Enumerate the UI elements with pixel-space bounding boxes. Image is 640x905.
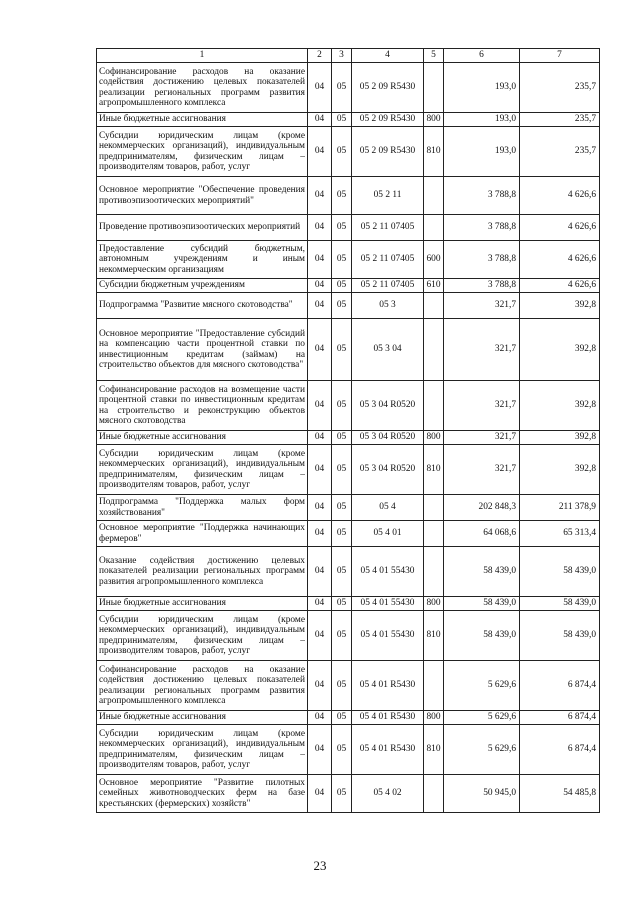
row-expense-type bbox=[424, 63, 444, 113]
row-amount-year2: 235,7 bbox=[520, 127, 600, 177]
table-row bbox=[97, 445, 600, 495]
row-amount-year2: 211 378,9 bbox=[520, 495, 600, 521]
table-row bbox=[97, 611, 600, 661]
row-amount-year1: 50 945,0 bbox=[444, 775, 520, 813]
row-section: 04 bbox=[308, 611, 332, 661]
row-subsection: 05 bbox=[332, 63, 352, 113]
table-row bbox=[97, 241, 600, 279]
row-target-article: 05 4 01 55430 bbox=[352, 597, 424, 611]
row-name: Иные бюджетные ассигнования bbox=[97, 711, 308, 725]
header-cell-5: 5 bbox=[424, 49, 444, 63]
row-section: 04 bbox=[308, 113, 332, 127]
row-section: 04 bbox=[308, 177, 332, 215]
row-amount-year1: 5 629,6 bbox=[444, 661, 520, 711]
row-amount-year2: 58 439,0 bbox=[520, 611, 600, 661]
row-target-article: 05 4 bbox=[352, 495, 424, 521]
row-expense-type bbox=[424, 521, 444, 547]
row-name: Основное мероприятие "Поддержка начинающих фермеров" bbox=[97, 521, 308, 547]
row-amount-year2: 4 626,6 bbox=[520, 241, 600, 279]
row-name: Субсидии юридическим лицам (кроме некоммерческих организаций), индивидуальным предпринимателям, физическим лицам – производителям товаров, работ, услуг bbox=[97, 127, 308, 177]
table-row bbox=[97, 319, 600, 381]
row-subsection: 05 bbox=[332, 127, 352, 177]
row-expense-type: 600 bbox=[424, 241, 444, 279]
row-target-article: 05 3 04 bbox=[352, 319, 424, 381]
row-amount-year2: 235,7 bbox=[520, 63, 600, 113]
table-row bbox=[97, 293, 600, 319]
table-row bbox=[97, 495, 600, 521]
table-row bbox=[97, 177, 600, 215]
row-subsection: 05 bbox=[332, 725, 352, 775]
header-cell-2: 2 bbox=[308, 49, 332, 63]
row-amount-year2: 392,8 bbox=[520, 431, 600, 445]
row-amount-year1: 58 439,0 bbox=[444, 611, 520, 661]
row-target-article: 05 2 11 07405 bbox=[352, 215, 424, 241]
row-name: Иные бюджетные ассигнования bbox=[97, 113, 308, 127]
row-target-article: 05 3 04 R0520 bbox=[352, 445, 424, 495]
header-cell-1: 1 bbox=[97, 49, 308, 63]
row-target-article: 05 3 04 R0520 bbox=[352, 431, 424, 445]
row-target-article: 05 3 bbox=[352, 293, 424, 319]
row-section: 04 bbox=[308, 215, 332, 241]
table-row bbox=[97, 547, 600, 597]
row-expense-type: 800 bbox=[424, 431, 444, 445]
row-amount-year2: 392,8 bbox=[520, 381, 600, 431]
row-amount-year2: 6 874,4 bbox=[520, 725, 600, 775]
table-row bbox=[97, 215, 600, 241]
table-row bbox=[97, 725, 600, 775]
table-row bbox=[97, 521, 600, 547]
row-expense-type bbox=[424, 495, 444, 521]
row-target-article: 05 2 11 07405 bbox=[352, 241, 424, 279]
row-expense-type: 810 bbox=[424, 127, 444, 177]
row-section: 04 bbox=[308, 711, 332, 725]
row-section: 04 bbox=[308, 279, 332, 293]
table-row bbox=[97, 711, 600, 725]
row-name: Оказание содействия достижению целевых показателей реализации региональных программ развития агропромышленного комплекса bbox=[97, 547, 308, 597]
row-name: Предоставление субсидий бюджетным, автономным учреждениям и иным некоммерческим организациям bbox=[97, 241, 308, 279]
row-subsection: 05 bbox=[332, 597, 352, 611]
row-section: 04 bbox=[308, 661, 332, 711]
row-subsection: 05 bbox=[332, 177, 352, 215]
row-target-article: 05 3 04 R0520 bbox=[352, 381, 424, 431]
row-amount-year1: 321,7 bbox=[444, 431, 520, 445]
row-subsection: 05 bbox=[332, 241, 352, 279]
row-subsection: 05 bbox=[332, 445, 352, 495]
row-expense-type: 810 bbox=[424, 725, 444, 775]
row-section: 04 bbox=[308, 319, 332, 381]
table-row bbox=[97, 279, 600, 293]
row-subsection: 05 bbox=[332, 215, 352, 241]
row-amount-year1: 3 788,8 bbox=[444, 177, 520, 215]
row-amount-year1: 193,0 bbox=[444, 63, 520, 113]
row-section: 04 bbox=[308, 775, 332, 813]
row-target-article: 05 4 01 55430 bbox=[352, 611, 424, 661]
row-name: Софинансирование расходов на оказание содействия достижению целевых показателей реализации региональных программ развития агропромышленного комплекса bbox=[97, 63, 308, 113]
row-expense-type bbox=[424, 177, 444, 215]
row-amount-year1: 193,0 bbox=[444, 113, 520, 127]
row-section: 04 bbox=[308, 597, 332, 611]
row-subsection: 05 bbox=[332, 293, 352, 319]
row-subsection: 05 bbox=[332, 381, 352, 431]
table-row bbox=[97, 431, 600, 445]
row-amount-year1: 58 439,0 bbox=[444, 597, 520, 611]
row-amount-year1: 321,7 bbox=[444, 445, 520, 495]
row-amount-year2: 392,8 bbox=[520, 293, 600, 319]
row-target-article: 05 2 09 R5430 bbox=[352, 113, 424, 127]
row-subsection: 05 bbox=[332, 711, 352, 725]
row-subsection: 05 bbox=[332, 611, 352, 661]
row-subsection: 05 bbox=[332, 547, 352, 597]
row-subsection: 05 bbox=[332, 495, 352, 521]
row-amount-year2: 392,8 bbox=[520, 319, 600, 381]
row-amount-year1: 321,7 bbox=[444, 381, 520, 431]
row-amount-year1: 5 629,6 bbox=[444, 725, 520, 775]
row-amount-year2: 4 626,6 bbox=[520, 215, 600, 241]
row-amount-year1: 58 439,0 bbox=[444, 547, 520, 597]
table-body bbox=[97, 49, 600, 813]
row-section: 04 bbox=[308, 241, 332, 279]
row-section: 04 bbox=[308, 521, 332, 547]
row-name: Основное мероприятие "Предоставление субсидий на компенсацию части процентной ставки по инвестиционным кредитам (займам) на строительство объектов для мясного скотоводства" bbox=[97, 319, 308, 381]
row-expense-type: 610 bbox=[424, 279, 444, 293]
row-name: Софинансирование расходов на оказание содействия достижению целевых показателей реализации региональных программ развития агропромышленного комплекса bbox=[97, 661, 308, 711]
table-row bbox=[97, 381, 600, 431]
row-amount-year1: 202 848,3 bbox=[444, 495, 520, 521]
row-section: 04 bbox=[308, 127, 332, 177]
row-section: 04 bbox=[308, 381, 332, 431]
row-section: 04 bbox=[308, 63, 332, 113]
row-subsection: 05 bbox=[332, 113, 352, 127]
row-subsection: 05 bbox=[332, 279, 352, 293]
row-expense-type bbox=[424, 319, 444, 381]
row-name: Субсидии юридическим лицам (кроме некоммерческих организаций), индивидуальным предпринимателям, физическим лицам – производителям товаров, работ, услуг bbox=[97, 445, 308, 495]
row-target-article: 05 4 01 R5430 bbox=[352, 661, 424, 711]
row-amount-year1: 64 068,6 bbox=[444, 521, 520, 547]
row-amount-year2: 54 485,8 bbox=[520, 775, 600, 813]
row-expense-type: 800 bbox=[424, 711, 444, 725]
row-expense-type bbox=[424, 775, 444, 813]
row-name: Проведение противоэпизоотических мероприятий bbox=[97, 215, 308, 241]
row-target-article: 05 2 11 07405 bbox=[352, 279, 424, 293]
row-amount-year2: 6 874,4 bbox=[520, 661, 600, 711]
row-amount-year1: 321,7 bbox=[444, 319, 520, 381]
header-cell-4: 4 bbox=[352, 49, 424, 63]
row-section: 04 bbox=[308, 495, 332, 521]
row-section: 04 bbox=[308, 293, 332, 319]
header-cell-3: 3 bbox=[332, 49, 352, 63]
table-row bbox=[97, 775, 600, 813]
row-name: Подпрограмма "Развитие мясного скотоводства" bbox=[97, 293, 308, 319]
header-cell-6: 6 bbox=[444, 49, 520, 63]
row-subsection: 05 bbox=[332, 431, 352, 445]
row-expense-type: 800 bbox=[424, 113, 444, 127]
header-row bbox=[97, 49, 600, 63]
row-expense-type bbox=[424, 547, 444, 597]
row-expense-type bbox=[424, 661, 444, 711]
row-amount-year2: 58 439,0 bbox=[520, 547, 600, 597]
row-section: 04 bbox=[308, 431, 332, 445]
row-target-article: 05 4 02 bbox=[352, 775, 424, 813]
row-amount-year1: 3 788,8 bbox=[444, 241, 520, 279]
table-row bbox=[97, 113, 600, 127]
header-cell-7: 7 bbox=[520, 49, 600, 63]
row-name: Основное мероприятие "Развитие пилотных семейных животноводческих ферм на базе крестьянских (фермерских) хозяйств" bbox=[97, 775, 308, 813]
row-target-article: 05 2 11 bbox=[352, 177, 424, 215]
row-subsection: 05 bbox=[332, 775, 352, 813]
row-amount-year2: 235,7 bbox=[520, 113, 600, 127]
row-amount-year2: 65 313,4 bbox=[520, 521, 600, 547]
row-section: 04 bbox=[308, 725, 332, 775]
row-subsection: 05 bbox=[332, 661, 352, 711]
row-target-article: 05 4 01 bbox=[352, 521, 424, 547]
budget-table bbox=[96, 48, 600, 813]
page-number: 23 bbox=[313, 858, 327, 873]
row-name: Основное мероприятие "Обеспечение проведения противоэпизоотических мероприятий" bbox=[97, 177, 308, 215]
row-target-article: 05 4 01 R5430 bbox=[352, 725, 424, 775]
row-name: Иные бюджетные ассигнования bbox=[97, 597, 308, 611]
row-expense-type: 810 bbox=[424, 611, 444, 661]
row-target-article: 05 2 09 R5430 bbox=[352, 127, 424, 177]
row-name: Софинансирование расходов на возмещение части процентной ставки по инвестиционным кредитам на строительство и реконструкцию объектов мясного скотоводства bbox=[97, 381, 308, 431]
row-amount-year1: 3 788,8 bbox=[444, 279, 520, 293]
row-amount-year2: 4 626,6 bbox=[520, 279, 600, 293]
table-row bbox=[97, 127, 600, 177]
row-amount-year1: 321,7 bbox=[444, 293, 520, 319]
row-section: 04 bbox=[308, 547, 332, 597]
row-target-article: 05 4 01 R5430 bbox=[352, 711, 424, 725]
row-expense-type bbox=[424, 215, 444, 241]
row-subsection: 05 bbox=[332, 319, 352, 381]
row-name: Иные бюджетные ассигнования bbox=[97, 431, 308, 445]
row-target-article: 05 4 01 55430 bbox=[352, 547, 424, 597]
row-amount-year1: 193,0 bbox=[444, 127, 520, 177]
table-row bbox=[97, 597, 600, 611]
row-subsection: 05 bbox=[332, 521, 352, 547]
row-target-article: 05 2 09 R5430 bbox=[352, 63, 424, 113]
row-amount-year2: 392,8 bbox=[520, 445, 600, 495]
row-name: Субсидии юридическим лицам (кроме некоммерческих организаций), индивидуальным предпринимателям, физическим лицам – производителям товаров, работ, услуг bbox=[97, 611, 308, 661]
row-expense-type bbox=[424, 381, 444, 431]
row-expense-type: 810 bbox=[424, 445, 444, 495]
row-expense-type bbox=[424, 293, 444, 319]
row-name: Субсидии юридическим лицам (кроме некоммерческих организаций), индивидуальным предпринимателям, физическим лицам – производителям товаров, работ, услуг bbox=[97, 725, 308, 775]
row-name: Субсидии бюджетным учреждениям bbox=[97, 279, 308, 293]
row-amount-year2: 6 874,4 bbox=[520, 711, 600, 725]
row-amount-year2: 4 626,6 bbox=[520, 177, 600, 215]
table-row bbox=[97, 63, 600, 113]
row-amount-year1: 5 629,6 bbox=[444, 711, 520, 725]
row-name: Подпрограмма "Поддержка малых форм хозяйствования" bbox=[97, 495, 308, 521]
row-amount-year2: 58 439,0 bbox=[520, 597, 600, 611]
row-section: 04 bbox=[308, 445, 332, 495]
table-row bbox=[97, 661, 600, 711]
row-expense-type: 800 bbox=[424, 597, 444, 611]
row-amount-year1: 3 788,8 bbox=[444, 215, 520, 241]
